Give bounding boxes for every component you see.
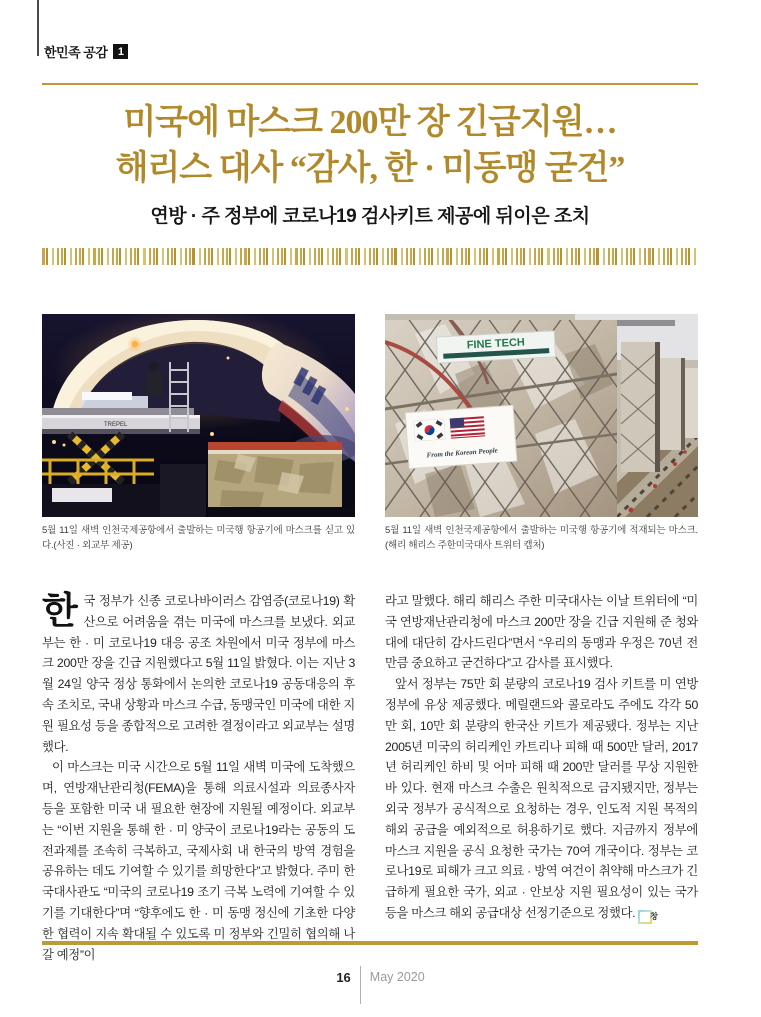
photo-right (385, 314, 698, 553)
page-number: 16 (336, 970, 351, 985)
bottom-gold-rule (42, 941, 698, 945)
paragraph: 라고 말했다. 해리 해리스 주한 미국대사는 이날 트위터에 “미국 연방재난관리청에 마스크 200만 장을 긴급 지원해 준 청와대에 대단히 감사드린다”면서 “우리의 동맹과 우정은 70년 전만큼 중요하고 굳건하다”고 감사를 표시했다. (385, 594, 698, 671)
barcode-divider (42, 248, 698, 265)
photo-left (42, 314, 355, 553)
paragraph (42, 591, 355, 757)
section-header (44, 42, 128, 61)
photo-right-caption: 5월 11일 새벽 인천국제공항에서 출발하는 미국행 항공기에 적재되는 마스크.(해리 해리스 주한미국대사 트위터 캡처) (385, 525, 698, 551)
paragraph-text: 앞서 정부는 75만 회 분량의 코로나19 검사 키트를 미 연방정부에 유상 제공했다. 메릴랜드와 콜로라도 주에도 각각 50만 회, 10만 회 분량의 한국산 키트가 제공됐다. 정부는 지난 2005년 미국의 허리케인 카트리나 피해 때 500만 달러, 2017년 허리케인 하비 및 어마 피해 때 200만 달러를 무상 지원한 바 있다. 현재 마스크 수출은 원칙적으로 금지됐지만, 정부는 외국 정부가 공식적으로 요청하는 경우, 인도적 지원 목적의 해외 공급을 예외적으로 허용하기로 했다. 지금까지 정부에 마스크 지원을 공식 요청한 국가는 70여 개국이다. 정부는 코로나19로 피해가 크고 의료 · 방역 여건이 취약해 마스크가 긴급하게 필요한 국가, 외교 · 안보상 지원 필요성이 있는 국가 등을 마스크 해외 공급대상 선정기준으로 정했다. (385, 677, 698, 920)
page-corner-mark (37, 0, 39, 56)
issue-date: May 2020 (369, 970, 425, 984)
article-column-2 (385, 591, 698, 965)
box-brand-label (436, 331, 555, 363)
photo-left-caption: 5월 11일 새벽 인천국제공항에서 출발하는 미국행 항공기에 마스크를 싣고 있다.(사진 · 외교부 제공) (42, 525, 355, 551)
us-flag-icon (450, 416, 485, 438)
article-column-1 (42, 591, 355, 965)
top-gold-rule (42, 83, 698, 85)
end-of-article-mark-icon: 창 (638, 910, 652, 924)
korea-us-flags-sign (405, 405, 517, 468)
article-title (42, 100, 698, 192)
page-footer (0, 966, 761, 1004)
article-subtitle: 연방 · 주 정부에 코로나19 검사키트 제공에 뒤이은 조치 (150, 206, 590, 227)
brand-text: FINE TECH (466, 336, 526, 352)
korean-flag-icon (414, 419, 445, 441)
section-label: 한민족 공감 (44, 45, 108, 60)
paragraph-text: 국 정부가 신종 코로나바이러스 감염증(코로나19) 확산으로 어려움을 겪는 미국에 마스크를 보냈다. 외교부는 한 · 미 코로나19 대응 공조 차원에서 미국 정부에 마스크 200만 장을 긴급 지원했다고 5월 11일 밝혔다. 이는 지난 3월 24일 양국 정상 통화에서 논의한 코로나19 공동대응의 후속 조치로, 국내 상황과 마스크 수급, 동맹국인 미국에 대한 지원 필요성 등을 종합적으로 고려한 결정이라고 외교부는 설명했다. (42, 594, 355, 754)
drop-cap: 한 (42, 590, 78, 631)
section-number-badge: 1 (113, 44, 128, 59)
paragraph (385, 674, 698, 924)
article-body (42, 591, 698, 965)
paragraph: 이 마스크는 미국 시간으로 5월 11일 새벽 미국에 도착했으며, 연방재난관리청(FEMA)을 통해 의료시설과 의료종사자 등을 포함한 미국 내 필요한 현장에 지원될 예정이다. 외교부는 “이번 지원을 통해 한 · 미 양국이 코로나19라는 공동의 도전과제를 조속히 극복하고, 국제사회 내 한국의 방역 경험을 공유하는 데도 기여할 수 있기를 희망한다”고 밝혔다. 주미 한국대사관도 “미국의 코로나19 조기 극복 노력에 기여할 수 있기를 기대한다”며 “향후에도 한 · 미 동맹 정신에 기초한 다양한 협력이 지속 확대될 수 있도록 미 정부와 긴밀히 협의해 나갈 예정”이 (42, 760, 355, 962)
footer-divider (360, 966, 361, 1004)
sign-text: From the Korean People (426, 446, 499, 460)
photo-row (42, 314, 698, 553)
title-line-1: 미국에 마스크 200만 장 긴급지원… (123, 104, 617, 141)
title-line-2: 해리스 대사 “감사, 한 · 미동맹 굳건” (115, 150, 625, 187)
cargo-hold-pallets-photo (385, 314, 698, 517)
cargo-loading-night-photo (42, 314, 355, 517)
loader-brand-text: TREPEL (104, 422, 128, 428)
headline-block (42, 100, 698, 228)
